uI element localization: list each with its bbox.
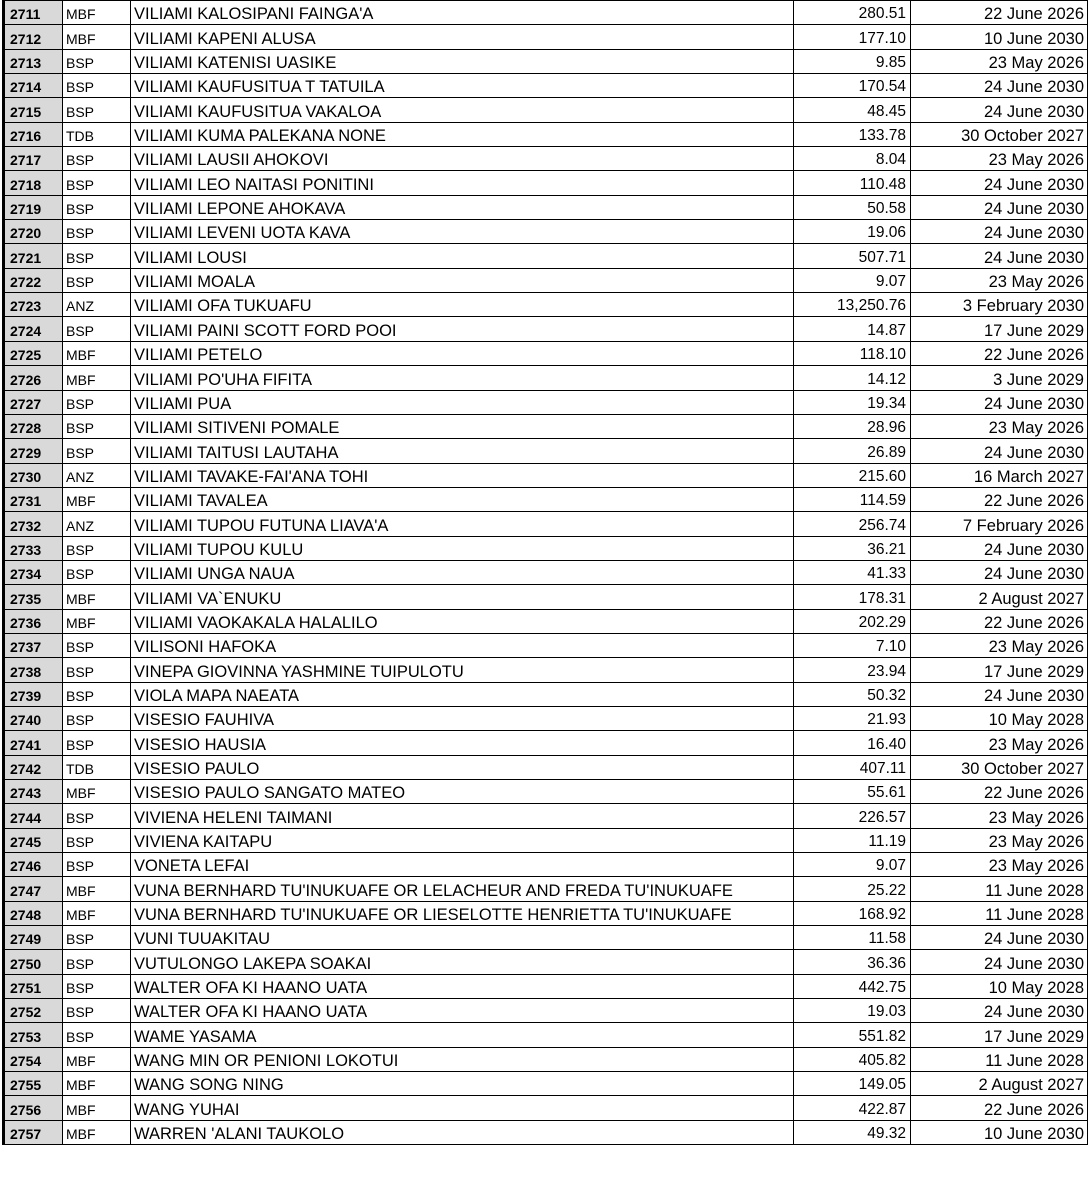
table-row: [4, 1120, 1088, 1144]
table-row: [4, 1072, 1088, 1096]
bank-code-cell: BSP: [63, 74, 131, 98]
amount-cell: 442.75: [794, 974, 911, 998]
amount-cell: 256.74: [794, 512, 911, 536]
table-row: [4, 317, 1088, 341]
account-name-cell: VILIAMI KAUFUSITUA T TATUILA: [131, 74, 794, 98]
row-number-cell: 2738: [4, 658, 63, 682]
date-cell: 24 June 2030: [911, 390, 1088, 414]
bank-code-cell: MBF: [63, 609, 131, 633]
date-cell: 23 May 2026: [911, 828, 1088, 852]
table-row: [4, 1096, 1088, 1120]
account-name-cell: VUTULONGO LAKEPA SOAKAI: [131, 950, 794, 974]
amount-cell: 36.36: [794, 950, 911, 974]
row-number-cell: 2728: [4, 414, 63, 438]
date-cell: 24 June 2030: [911, 999, 1088, 1023]
bank-code-cell: BSP: [63, 999, 131, 1023]
bank-code-cell: MBF: [63, 1096, 131, 1120]
row-number-cell: 2722: [4, 268, 63, 292]
table-row: [4, 755, 1088, 779]
bank-code-cell: BSP: [63, 244, 131, 268]
account-name-cell: VILIAMI SITIVENI POMALE: [131, 414, 794, 438]
row-number-cell: 2733: [4, 536, 63, 560]
row-number-cell: 2723: [4, 293, 63, 317]
amount-cell: 170.54: [794, 74, 911, 98]
account-name-cell: VILIAMI KUMA PALEKANA NONE: [131, 122, 794, 146]
bank-code-cell: BSP: [63, 950, 131, 974]
amount-cell: 118.10: [794, 341, 911, 365]
date-cell: 24 June 2030: [911, 560, 1088, 584]
amount-cell: 7.10: [794, 633, 911, 657]
date-cell: 24 June 2030: [911, 244, 1088, 268]
row-number-cell: 2755: [4, 1072, 63, 1096]
account-name-cell: VILIAMI KAPENI ALUSA: [131, 25, 794, 49]
account-name-cell: VINEPA GIOVINNA YASHMINE TUIPULOTU: [131, 658, 794, 682]
bank-code-cell: BSP: [63, 390, 131, 414]
row-number-cell: 2745: [4, 828, 63, 852]
account-name-cell: VILIAMI KAUFUSITUA VAKALOA: [131, 98, 794, 122]
row-number-cell: 2732: [4, 512, 63, 536]
bank-code-cell: BSP: [63, 706, 131, 730]
bank-code-cell: BSP: [63, 828, 131, 852]
bank-code-cell: BSP: [63, 49, 131, 73]
bank-code-cell: TDB: [63, 755, 131, 779]
amount-cell: 110.48: [794, 171, 911, 195]
table-row: [4, 171, 1088, 195]
amount-cell: 16.40: [794, 731, 911, 755]
row-number-cell: 2729: [4, 439, 63, 463]
amount-cell: 407.11: [794, 755, 911, 779]
row-number-cell: 2720: [4, 220, 63, 244]
table-row: [4, 49, 1088, 73]
bank-code-cell: MBF: [63, 25, 131, 49]
table-row: [4, 585, 1088, 609]
amount-cell: 202.29: [794, 609, 911, 633]
bank-code-cell: MBF: [63, 366, 131, 390]
bank-code-cell: BSP: [63, 633, 131, 657]
date-cell: 30 October 2027: [911, 122, 1088, 146]
bank-code-cell: BSP: [63, 439, 131, 463]
row-number-cell: 2711: [4, 1, 63, 25]
table-row: [4, 731, 1088, 755]
bank-code-cell: BSP: [63, 853, 131, 877]
bank-code-cell: MBF: [63, 877, 131, 901]
amount-cell: 48.45: [794, 98, 911, 122]
date-cell: 23 May 2026: [911, 147, 1088, 171]
records-table-body: [4, 1, 1088, 1145]
table-row: [4, 195, 1088, 219]
account-name-cell: VILIAMI KALOSIPANI FAINGA'A: [131, 1, 794, 25]
table-row: [4, 463, 1088, 487]
date-cell: 22 June 2026: [911, 341, 1088, 365]
table-row: [4, 828, 1088, 852]
amount-cell: 23.94: [794, 658, 911, 682]
amount-cell: 28.96: [794, 414, 911, 438]
bank-code-cell: BSP: [63, 98, 131, 122]
date-cell: 3 June 2029: [911, 366, 1088, 390]
row-number-cell: 2741: [4, 731, 63, 755]
row-number-cell: 2756: [4, 1096, 63, 1120]
bank-code-cell: TDB: [63, 122, 131, 146]
table-row: [4, 439, 1088, 463]
bank-code-cell: BSP: [63, 804, 131, 828]
row-number-cell: 2757: [4, 1120, 63, 1144]
date-cell: 24 June 2030: [911, 439, 1088, 463]
account-name-cell: VIVIENA HELENI TAIMANI: [131, 804, 794, 828]
table-row: [4, 804, 1088, 828]
amount-cell: 11.58: [794, 926, 911, 950]
bank-code-cell: BSP: [63, 682, 131, 706]
table-row: [4, 1047, 1088, 1071]
bank-code-cell: BSP: [63, 147, 131, 171]
amount-cell: 405.82: [794, 1047, 911, 1071]
date-cell: 23 May 2026: [911, 49, 1088, 73]
date-cell: 24 June 2030: [911, 74, 1088, 98]
table-row: [4, 974, 1088, 998]
amount-cell: 49.32: [794, 1120, 911, 1144]
account-name-cell: VILISONI HAFOKA: [131, 633, 794, 657]
row-number-cell: 2716: [4, 122, 63, 146]
table-row: [4, 147, 1088, 171]
date-cell: 23 May 2026: [911, 414, 1088, 438]
account-name-cell: VISESIO PAULO SANGATO MATEO: [131, 780, 794, 804]
row-number-cell: 2749: [4, 926, 63, 950]
date-cell: 22 June 2026: [911, 487, 1088, 511]
amount-cell: 178.31: [794, 585, 911, 609]
table-row: [4, 414, 1088, 438]
bank-code-cell: BSP: [63, 268, 131, 292]
row-number-cell: 2715: [4, 98, 63, 122]
amount-cell: 19.06: [794, 220, 911, 244]
table-row: [4, 268, 1088, 292]
row-number-cell: 2731: [4, 487, 63, 511]
bank-code-cell: ANZ: [63, 512, 131, 536]
amount-cell: 280.51: [794, 1, 911, 25]
date-cell: 24 June 2030: [911, 98, 1088, 122]
table-row: [4, 293, 1088, 317]
account-name-cell: VILIAMI MOALA: [131, 268, 794, 292]
table-row: [4, 877, 1088, 901]
amount-cell: 11.19: [794, 828, 911, 852]
date-cell: 10 May 2028: [911, 706, 1088, 730]
table-row: [4, 706, 1088, 730]
bank-code-cell: BSP: [63, 658, 131, 682]
date-cell: 24 June 2030: [911, 950, 1088, 974]
account-name-cell: VILIAMI PAINI SCOTT FORD POOI: [131, 317, 794, 341]
row-number-cell: 2730: [4, 463, 63, 487]
row-number-cell: 2712: [4, 25, 63, 49]
amount-cell: 168.92: [794, 901, 911, 925]
amount-cell: 14.87: [794, 317, 911, 341]
amount-cell: 13,250.76: [794, 293, 911, 317]
records-table: [2, 0, 1088, 1145]
amount-cell: 19.03: [794, 999, 911, 1023]
amount-cell: 226.57: [794, 804, 911, 828]
row-number-cell: 2713: [4, 49, 63, 73]
date-cell: 22 June 2026: [911, 1096, 1088, 1120]
amount-cell: 21.93: [794, 706, 911, 730]
bank-code-cell: MBF: [63, 780, 131, 804]
date-cell: 23 May 2026: [911, 633, 1088, 657]
date-cell: 7 February 2026: [911, 512, 1088, 536]
account-name-cell: VILIAMI TUPOU KULU: [131, 536, 794, 560]
row-number-cell: 2727: [4, 390, 63, 414]
row-number-cell: 2746: [4, 853, 63, 877]
row-number-cell: 2719: [4, 195, 63, 219]
row-number-cell: 2753: [4, 1023, 63, 1047]
table-row: [4, 487, 1088, 511]
bank-code-cell: MBF: [63, 1, 131, 25]
date-cell: 24 June 2030: [911, 926, 1088, 950]
account-name-cell: VUNA BERNHARD TU'INUKUAFE OR LELACHEUR AND FREDA TU'INUKUAFE: [131, 877, 794, 901]
date-cell: 2 August 2027: [911, 1072, 1088, 1096]
bank-code-cell: MBF: [63, 1072, 131, 1096]
date-cell: 3 February 2030: [911, 293, 1088, 317]
bank-code-cell: ANZ: [63, 463, 131, 487]
amount-cell: 215.60: [794, 463, 911, 487]
table-row: [4, 633, 1088, 657]
amount-cell: 9.07: [794, 853, 911, 877]
bank-code-cell: MBF: [63, 1120, 131, 1144]
bank-code-cell: MBF: [63, 901, 131, 925]
table-row: [4, 780, 1088, 804]
table-row: [4, 950, 1088, 974]
bank-code-cell: BSP: [63, 536, 131, 560]
row-number-cell: 2726: [4, 366, 63, 390]
row-number-cell: 2743: [4, 780, 63, 804]
date-cell: 23 May 2026: [911, 804, 1088, 828]
table-row: [4, 901, 1088, 925]
date-cell: 17 June 2029: [911, 317, 1088, 341]
date-cell: 2 August 2027: [911, 585, 1088, 609]
bank-code-cell: MBF: [63, 1047, 131, 1071]
row-number-cell: 2714: [4, 74, 63, 98]
table-row: [4, 244, 1088, 268]
date-cell: 23 May 2026: [911, 731, 1088, 755]
account-name-cell: VONETA LEFAI: [131, 853, 794, 877]
row-number-cell: 2724: [4, 317, 63, 341]
amount-cell: 41.33: [794, 560, 911, 584]
bank-code-cell: BSP: [63, 171, 131, 195]
row-number-cell: 2717: [4, 147, 63, 171]
table-row: [4, 560, 1088, 584]
table-row: [4, 853, 1088, 877]
account-name-cell: WANG YUHAI: [131, 1096, 794, 1120]
account-name-cell: VISESIO PAULO: [131, 755, 794, 779]
row-number-cell: 2750: [4, 950, 63, 974]
amount-cell: 26.89: [794, 439, 911, 463]
row-number-cell: 2747: [4, 877, 63, 901]
table-row: [4, 1, 1088, 25]
amount-cell: 14.12: [794, 366, 911, 390]
account-name-cell: VILIAMI TUPOU FUTUNA LIAVA'A: [131, 512, 794, 536]
amount-cell: 55.61: [794, 780, 911, 804]
date-cell: 11 June 2028: [911, 1047, 1088, 1071]
amount-cell: 25.22: [794, 877, 911, 901]
account-name-cell: WARREN 'ALANI TAUKOLO: [131, 1120, 794, 1144]
date-cell: 11 June 2028: [911, 901, 1088, 925]
bank-code-cell: MBF: [63, 585, 131, 609]
bank-code-cell: BSP: [63, 926, 131, 950]
table-row: [4, 390, 1088, 414]
date-cell: 16 March 2027: [911, 463, 1088, 487]
account-name-cell: VUNA BERNHARD TU'INUKUAFE OR LIESELOTTE HENRIETTA TU'INUKUAFE: [131, 901, 794, 925]
row-number-cell: 2752: [4, 999, 63, 1023]
account-name-cell: VISESIO HAUSIA: [131, 731, 794, 755]
account-name-cell: VILIAMI PUA: [131, 390, 794, 414]
row-number-cell: 2736: [4, 609, 63, 633]
row-number-cell: 2725: [4, 341, 63, 365]
row-number-cell: 2751: [4, 974, 63, 998]
account-name-cell: VILIAMI KATENISI UASIKE: [131, 49, 794, 73]
amount-cell: 177.10: [794, 25, 911, 49]
date-cell: 10 June 2030: [911, 1120, 1088, 1144]
bank-code-cell: BSP: [63, 731, 131, 755]
table-row: [4, 682, 1088, 706]
account-name-cell: VILIAMI LEPONE AHOKAVA: [131, 195, 794, 219]
bank-code-cell: BSP: [63, 560, 131, 584]
table-row: [4, 926, 1088, 950]
row-number-cell: 2721: [4, 244, 63, 268]
bank-code-cell: BSP: [63, 1023, 131, 1047]
amount-cell: 9.07: [794, 268, 911, 292]
account-name-cell: VILIAMI PETELO: [131, 341, 794, 365]
account-name-cell: VILIAMI OFA TUKUAFU: [131, 293, 794, 317]
account-name-cell: VILIAMI LOUSI: [131, 244, 794, 268]
account-name-cell: VILIAMI PO'UHA FIFITA: [131, 366, 794, 390]
table-row: [4, 341, 1088, 365]
account-name-cell: WALTER OFA KI HAANO UATA: [131, 974, 794, 998]
amount-cell: 422.87: [794, 1096, 911, 1120]
account-name-cell: VISESIO FAUHIVA: [131, 706, 794, 730]
account-name-cell: VILIAMI TAITUSI LAUTAHA: [131, 439, 794, 463]
date-cell: 24 June 2030: [911, 171, 1088, 195]
account-name-cell: VILIAMI LEVENI UOTA KAVA: [131, 220, 794, 244]
table-row: [4, 122, 1088, 146]
amount-cell: 149.05: [794, 1072, 911, 1096]
amount-cell: 507.71: [794, 244, 911, 268]
row-number-cell: 2718: [4, 171, 63, 195]
row-number-cell: 2742: [4, 755, 63, 779]
account-name-cell: VUNI TUUAKITAU: [131, 926, 794, 950]
account-name-cell: WAME YASAMA: [131, 1023, 794, 1047]
amount-cell: 114.59: [794, 487, 911, 511]
date-cell: 22 June 2026: [911, 1, 1088, 25]
date-cell: 23 May 2026: [911, 268, 1088, 292]
date-cell: 10 June 2030: [911, 25, 1088, 49]
amount-cell: 133.78: [794, 122, 911, 146]
table-row: [4, 220, 1088, 244]
table-row: [4, 366, 1088, 390]
account-name-cell: VIOLA MAPA NAEATA: [131, 682, 794, 706]
row-number-cell: 2734: [4, 560, 63, 584]
table-row: [4, 512, 1088, 536]
row-number-cell: 2740: [4, 706, 63, 730]
date-cell: 24 June 2030: [911, 195, 1088, 219]
amount-cell: 551.82: [794, 1023, 911, 1047]
account-name-cell: VILIAMI LEO NAITASI PONITINI: [131, 171, 794, 195]
amount-cell: 8.04: [794, 147, 911, 171]
date-cell: 24 June 2030: [911, 536, 1088, 560]
table-row: [4, 1023, 1088, 1047]
bank-code-cell: BSP: [63, 317, 131, 341]
date-cell: 23 May 2026: [911, 853, 1088, 877]
account-name-cell: VILIAMI LAUSII AHOKOVI: [131, 147, 794, 171]
table-row: [4, 999, 1088, 1023]
bank-code-cell: MBF: [63, 341, 131, 365]
date-cell: 30 October 2027: [911, 755, 1088, 779]
table-row: [4, 74, 1088, 98]
account-name-cell: WALTER OFA KI HAANO UATA: [131, 999, 794, 1023]
bank-code-cell: BSP: [63, 220, 131, 244]
account-name-cell: VILIAMI TAVALEA: [131, 487, 794, 511]
row-number-cell: 2735: [4, 585, 63, 609]
amount-cell: 50.58: [794, 195, 911, 219]
table-row: [4, 609, 1088, 633]
table-row: [4, 658, 1088, 682]
account-name-cell: VILIAMI VAOKAKALA HALALILO: [131, 609, 794, 633]
date-cell: 10 May 2028: [911, 974, 1088, 998]
table-row: [4, 98, 1088, 122]
account-name-cell: WANG MIN OR PENIONI LOKOTUI: [131, 1047, 794, 1071]
bank-code-cell: MBF: [63, 487, 131, 511]
bank-code-cell: ANZ: [63, 293, 131, 317]
date-cell: 17 June 2029: [911, 1023, 1088, 1047]
account-name-cell: WANG SONG NING: [131, 1072, 794, 1096]
date-cell: 22 June 2026: [911, 780, 1088, 804]
row-number-cell: 2754: [4, 1047, 63, 1071]
row-number-cell: 2739: [4, 682, 63, 706]
account-name-cell: VILIAMI VA`ENUKU: [131, 585, 794, 609]
table-row: [4, 536, 1088, 560]
bank-code-cell: BSP: [63, 414, 131, 438]
row-number-cell: 2744: [4, 804, 63, 828]
amount-cell: 9.85: [794, 49, 911, 73]
date-cell: 17 June 2029: [911, 658, 1088, 682]
date-cell: 24 June 2030: [911, 682, 1088, 706]
amount-cell: 36.21: [794, 536, 911, 560]
bank-code-cell: BSP: [63, 195, 131, 219]
account-name-cell: VIVIENA KAITAPU: [131, 828, 794, 852]
amount-cell: 19.34: [794, 390, 911, 414]
date-cell: 22 June 2026: [911, 609, 1088, 633]
row-number-cell: 2737: [4, 633, 63, 657]
row-number-cell: 2748: [4, 901, 63, 925]
date-cell: 11 June 2028: [911, 877, 1088, 901]
bank-code-cell: BSP: [63, 974, 131, 998]
amount-cell: 50.32: [794, 682, 911, 706]
account-name-cell: VILIAMI TAVAKE-FAI'ANA TOHI: [131, 463, 794, 487]
table-row: [4, 25, 1088, 49]
date-cell: 24 June 2030: [911, 220, 1088, 244]
account-name-cell: VILIAMI UNGA NAUA: [131, 560, 794, 584]
